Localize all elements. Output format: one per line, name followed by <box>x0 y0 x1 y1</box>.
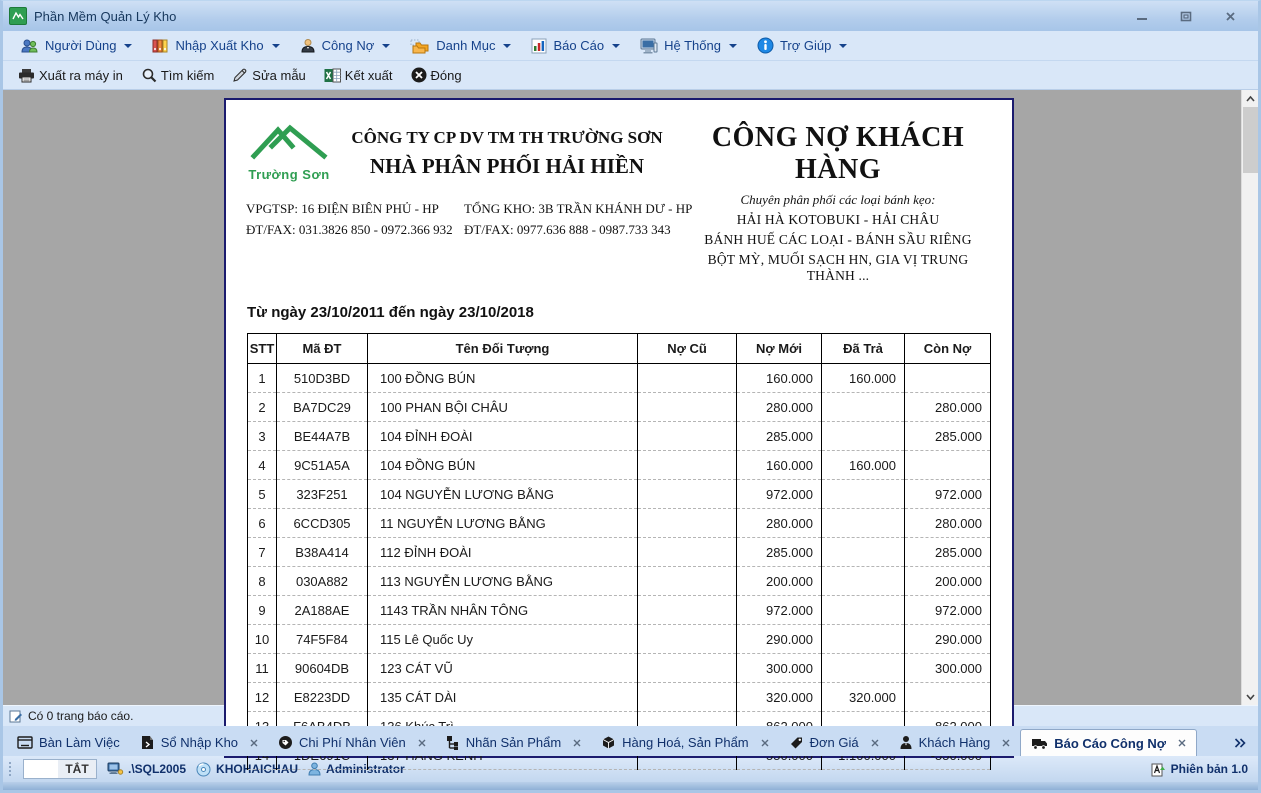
menubar <box>3 31 1258 61</box>
table-cell: 285.000 <box>905 422 991 451</box>
tab-label: Bàn Làm Việc <box>39 735 120 750</box>
tab-don-gia[interactable] <box>779 729 889 756</box>
table-cell <box>638 654 737 683</box>
window-bottom-edge <box>3 782 1258 790</box>
printer-icon <box>18 68 35 83</box>
table-cell: 285.000 <box>905 538 991 567</box>
tab-label: Sổ Nhập Kho <box>160 735 239 750</box>
chevron-down-icon <box>382 44 390 48</box>
toggle-empty-segment[interactable] <box>24 760 58 778</box>
menu-warehouse-inout[interactable] <box>143 35 288 57</box>
tab-ban-lam-viec[interactable] <box>7 729 130 756</box>
table-cell <box>638 451 737 480</box>
table-cell: 280.000 <box>737 393 822 422</box>
statusbar-grip <box>7 762 13 776</box>
warehouse-books-icon <box>152 38 169 54</box>
table-cell <box>822 480 905 509</box>
table-header-cell: Tên Đối Tượng <box>368 334 638 364</box>
table-cell: 7 <box>248 538 277 567</box>
table-row <box>248 451 991 480</box>
chevron-down-icon <box>503 44 511 48</box>
user-name: Administrator <box>326 762 405 776</box>
truck-icon <box>1031 737 1048 750</box>
edit-template-button-label: Sửa mẫu <box>252 67 306 83</box>
table-cell: 6CCD305 <box>277 509 368 538</box>
warehouse-address: TỔNG KHO: 3B TRẦN KHÁNH DƯ - HP <box>464 201 693 216</box>
menu-reports[interactable] <box>522 35 629 57</box>
table-row <box>248 567 991 596</box>
report-table-body <box>248 364 991 770</box>
table-cell: B38A414 <box>277 538 368 567</box>
users-icon <box>20 38 39 54</box>
menu-help[interactable] <box>748 34 856 57</box>
export-button[interactable] <box>317 65 400 86</box>
version-indicator <box>1151 762 1258 777</box>
table-cell: 3 <box>248 422 277 451</box>
menu-help-label: Trợ Giúp <box>779 38 832 53</box>
close-circle-icon <box>411 67 427 83</box>
report-subtitle: Chuyên phân phối các loại bánh kẹo: <box>740 192 936 207</box>
table-cell: 285.000 <box>737 422 822 451</box>
table-cell: 510D3BD <box>277 364 368 393</box>
box-icon <box>601 735 616 750</box>
company-logo <box>246 120 332 182</box>
company-name: CÔNG TY CP DV TM TH TRƯỜNG SƠN <box>351 128 663 147</box>
report-title: CÔNG NỢ KHÁCH HÀNG <box>711 122 965 185</box>
book-icon <box>140 735 155 750</box>
table-cell: 2A188AE <box>277 596 368 625</box>
menu-catalog[interactable] <box>401 35 520 57</box>
menu-debt[interactable] <box>291 35 400 57</box>
tab-label: Khách Hàng <box>918 735 991 750</box>
menu-catalog-label: Danh Mục <box>436 38 496 53</box>
tab-close-icon[interactable] <box>871 739 879 747</box>
tab-bao-cao-cong-no[interactable] <box>1020 729 1197 756</box>
report-viewer <box>3 90 1258 705</box>
table-cell <box>638 683 737 712</box>
tab-label: Nhãn Sản Phẩm <box>465 735 562 750</box>
table-cell <box>822 393 905 422</box>
search-button-label: Tìm kiếm <box>160 67 215 83</box>
table-cell: 4 <box>248 451 277 480</box>
table-cell: 74F5F84 <box>277 625 368 654</box>
table-cell: 290.000 <box>737 625 822 654</box>
debt-person-icon <box>300 38 316 54</box>
tab-hang-hoa-san-pham[interactable] <box>591 729 778 756</box>
tab-so-nhap-kho[interactable] <box>130 729 268 756</box>
table-cell: 200.000 <box>737 567 822 596</box>
tab-nhan-san-pham[interactable] <box>436 729 591 756</box>
server-computer-icon <box>107 762 123 776</box>
app-logo-icon <box>9 7 27 25</box>
tab-khach-hang[interactable] <box>889 729 1021 756</box>
tab-chi-phi-nhan-vien[interactable] <box>268 729 436 756</box>
chevron-down-icon <box>729 44 737 48</box>
product-line: BÁNH HUẾ CÁC LOẠI - BÁNH SẦU RIÊNG <box>704 232 972 247</box>
table-row <box>248 393 991 422</box>
menu-reports-label: Báo Cáo <box>553 38 605 53</box>
company-subtitle: NHÀ PHÂN PHỐI HẢI HIỀN <box>369 154 645 178</box>
table-cell: 113 NGUYỄN LƯƠNG BẰNG <box>368 567 638 596</box>
export-button-label: Kết xuất <box>344 67 393 83</box>
table-row <box>248 625 991 654</box>
menu-warehouse-inout-label: Nhập Xuất Kho <box>175 38 264 53</box>
tab-label: Hàng Hoá, Sản Phẩm <box>622 735 749 750</box>
table-cell: 112 ĐỈNH ĐOÀI <box>368 538 638 567</box>
table-cell <box>822 422 905 451</box>
report-chart-icon <box>531 38 547 54</box>
table-row <box>248 596 991 625</box>
table-cell: BE44A7B <box>277 422 368 451</box>
table-cell: 11 NGUYỄN LƯƠNG BẰNG <box>368 509 638 538</box>
table-cell <box>822 596 905 625</box>
coin-icon <box>278 735 293 750</box>
titlebar <box>3 1 1258 31</box>
table-cell <box>638 364 737 393</box>
minimize-button[interactable] <box>1132 8 1152 24</box>
table-cell: 160.000 <box>822 451 905 480</box>
table-cell: 160.000 <box>737 451 822 480</box>
table-cell: 135 CÁT DÀI <box>368 683 638 712</box>
table-cell: 320.000 <box>822 683 905 712</box>
scrollbar-thumb[interactable] <box>1243 107 1258 173</box>
folders-icon <box>410 38 430 54</box>
menu-users[interactable] <box>11 35 141 57</box>
close-report-button[interactable] <box>404 64 469 86</box>
table-cell: 5 <box>248 480 277 509</box>
table-cell: 11 <box>248 654 277 683</box>
table-row <box>248 654 991 683</box>
database-name: KHOHAICHAU <box>216 762 299 776</box>
tab-label: Chi Phí Nhân Viên <box>299 735 406 750</box>
table-cell: 972.000 <box>905 480 991 509</box>
table-row <box>248 683 991 712</box>
table-cell: 100 ĐỒNG BÚN <box>368 364 638 393</box>
version-doc-icon <box>1151 762 1166 777</box>
table-header-cell: Nợ Cũ <box>638 334 737 364</box>
table-cell: 9C51A5A <box>277 451 368 480</box>
print-button-label: Xuất ra máy in <box>39 67 123 83</box>
search-icon <box>141 67 157 83</box>
price-tag-icon <box>789 735 804 750</box>
language-toggle[interactable] <box>23 759 97 779</box>
product-line: BỘT MỲ, MUỐI SẠCH HN, GIA VỊ TRUNG THÀNH ... <box>707 252 969 283</box>
menu-users-label: Người Dùng <box>45 38 117 53</box>
close-report-button-label: Đóng <box>430 67 462 83</box>
table-cell: 972.000 <box>905 596 991 625</box>
table-cell <box>822 538 905 567</box>
table-cell: 290.000 <box>905 625 991 654</box>
tab-close-icon[interactable] <box>418 739 426 747</box>
table-header-cell: Còn Nợ <box>905 334 991 364</box>
table-cell <box>638 393 737 422</box>
mountains-logo-icon <box>250 120 328 164</box>
menu-system[interactable] <box>631 35 746 57</box>
table-cell <box>822 567 905 596</box>
table-cell <box>638 480 737 509</box>
table-cell <box>638 509 737 538</box>
table-cell <box>822 654 905 683</box>
table-cell: 285.000 <box>737 538 822 567</box>
tab-close-icon[interactable] <box>1178 739 1186 747</box>
table-cell: 280.000 <box>737 509 822 538</box>
table-row <box>248 509 991 538</box>
table-cell <box>822 509 905 538</box>
server-name: .\SQL2005 <box>128 762 187 776</box>
table-cell: 1 <box>248 364 277 393</box>
table-cell: 104 NGUYỄN LƯƠNG BẰNG <box>368 480 638 509</box>
table-cell: 9 <box>248 596 277 625</box>
date-range: Từ ngày 23/10/2011 đến ngày 23/10/2018 <box>247 304 534 321</box>
version-label: Phiên bản 1.0 <box>1170 762 1248 776</box>
table-cell: 300.000 <box>737 654 822 683</box>
office-phone: ĐT/FAX: 031.3826 850 - 0972.366 932 <box>246 222 453 237</box>
scroll-up-icon[interactable] <box>1242 90 1258 107</box>
search-button[interactable] <box>134 64 221 86</box>
table-cell: BA7DC29 <box>277 393 368 422</box>
menu-debt-label: Công Nợ <box>321 38 375 53</box>
table-cell: 2 <box>248 393 277 422</box>
tab-close-icon[interactable] <box>761 739 769 747</box>
edit-pencil-icon <box>232 67 248 83</box>
print-button[interactable] <box>11 65 130 86</box>
tab-label: Báo Cáo Công Nợ <box>1054 735 1166 751</box>
table-cell: 972.000 <box>737 480 822 509</box>
table-cell: 972.000 <box>737 596 822 625</box>
menu-system-label: Hệ Thống <box>664 38 721 53</box>
table-cell: 200.000 <box>905 567 991 596</box>
table-cell: 8 <box>248 567 277 596</box>
customer-icon <box>899 735 913 750</box>
chevron-down-icon <box>839 44 847 48</box>
table-cell: 160.000 <box>822 364 905 393</box>
table-cell: E8223DD <box>277 683 368 712</box>
table-cell: 300.000 <box>905 654 991 683</box>
tab-close-icon[interactable] <box>250 739 258 747</box>
table-header-cell: Nợ Mới <box>737 334 822 364</box>
table-cell <box>638 596 737 625</box>
page-edit-icon <box>9 710 23 723</box>
table-cell: 12 <box>248 683 277 712</box>
tab-close-icon[interactable] <box>1002 739 1010 747</box>
server-indicator <box>107 762 186 776</box>
table-header-row <box>248 334 991 364</box>
vertical-scrollbar[interactable] <box>1241 90 1258 705</box>
table-cell: 323F251 <box>277 480 368 509</box>
table-header-cell: STT <box>248 334 277 364</box>
window-title: Phần Mềm Quản Lý Kho <box>34 8 177 24</box>
chevron-down-icon <box>124 44 132 48</box>
toggle-label[interactable]: TẮT <box>58 760 96 778</box>
table-cell: 320.000 <box>737 683 822 712</box>
disc-icon <box>196 762 211 777</box>
warehouse-phone: ĐT/FAX: 0977.636 888 - 0987.733 343 <box>464 222 671 237</box>
help-info-icon <box>757 37 774 54</box>
report-header <box>246 120 994 284</box>
table-row <box>248 480 991 509</box>
close-button[interactable] <box>1220 8 1240 24</box>
table-cell: 90604DB <box>277 654 368 683</box>
table-cell: 100 PHAN BỘI CHÂU <box>368 393 638 422</box>
system-computer-icon <box>640 38 658 54</box>
debt-table <box>247 333 991 770</box>
table-cell: 6 <box>248 509 277 538</box>
table-cell: 123 CÁT VŨ <box>368 654 638 683</box>
table-row <box>248 538 991 567</box>
edit-template-button[interactable] <box>225 64 313 86</box>
table-cell: 115 Lê Quốc Uy <box>368 625 638 654</box>
tab-close-icon[interactable] <box>573 739 581 747</box>
product-line: HẢI HÀ KOTOBUKI - HẢI CHÂU <box>736 212 940 227</box>
excel-export-icon <box>324 68 341 83</box>
table-cell: 10 <box>248 625 277 654</box>
table-cell: 104 ĐỈNH ĐOÀI <box>368 422 638 451</box>
table-cell: 160.000 <box>737 364 822 393</box>
scroll-down-icon[interactable] <box>1242 688 1258 705</box>
table-cell <box>905 451 991 480</box>
table-cell: 1143 TRẦN NHÂN TÔNG <box>368 596 638 625</box>
maximize-button[interactable] <box>1176 8 1196 24</box>
table-cell: 030A882 <box>277 567 368 596</box>
table-cell <box>905 683 991 712</box>
table-cell <box>638 422 737 451</box>
table-row <box>248 364 991 393</box>
table-cell: 280.000 <box>905 393 991 422</box>
chevron-down-icon <box>272 44 280 48</box>
office-address: VPGTSP: 16 ĐIỆN BIÊN PHỦ - HP <box>246 201 439 216</box>
chevron-down-icon <box>612 44 620 48</box>
desktop-window-icon <box>17 736 33 749</box>
report-toolbar <box>3 61 1258 90</box>
tab-label: Đơn Giá <box>809 735 859 750</box>
table-header-cell: Đã Trả <box>822 334 905 364</box>
table-cell <box>638 567 737 596</box>
table-cell <box>638 538 737 567</box>
report-page <box>224 98 1014 758</box>
table-cell: 104 ĐỒNG BÚN <box>368 451 638 480</box>
status-message: Có 0 trang báo cáo. <box>28 709 134 723</box>
label-hierarchy-icon <box>446 735 460 750</box>
table-header-cell: Mã ĐT <box>277 334 368 364</box>
table-cell <box>905 364 991 393</box>
tabbar <box>3 726 1258 756</box>
table-cell: 280.000 <box>905 509 991 538</box>
tab-overflow-icon[interactable] <box>1234 729 1254 756</box>
table-cell <box>822 625 905 654</box>
table-cell <box>638 625 737 654</box>
table-row <box>248 422 991 451</box>
logo-text: Trường Sơn <box>248 167 330 182</box>
